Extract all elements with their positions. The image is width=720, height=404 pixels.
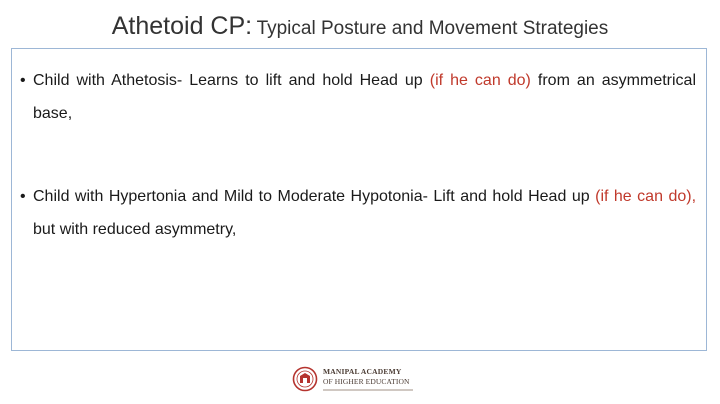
footer-logo xyxy=(292,366,413,392)
bullet-text: Child with Hypertonia and Mild to Moderate Hypotonia- Lift and hold Head up xyxy=(33,188,590,205)
logo-tagline-rule xyxy=(323,389,413,391)
bullet-text: Child with Athetosis- Learns to lift and hold Head up xyxy=(33,72,423,89)
content-box xyxy=(11,48,707,351)
bullet-item-hypertonia xyxy=(20,180,696,246)
bullet-highlight: (if he can do) xyxy=(429,72,531,89)
slide-title xyxy=(0,12,720,41)
title-main: Athetoid CP: xyxy=(111,12,253,40)
logo-line-1: MANIPAL ACADEMY xyxy=(323,367,402,376)
bullet-marker: • xyxy=(20,72,26,89)
bullet-item-athetosis xyxy=(20,64,696,130)
bullet-marker: • xyxy=(20,188,26,205)
logo-text xyxy=(323,367,413,391)
bullet-text-continued: but with reduced asymmetry, xyxy=(33,221,237,238)
logo-line-2: OF HIGHER EDUCATION xyxy=(323,377,410,386)
bullet-highlight: (if he can do), xyxy=(595,188,697,205)
bullet-text-continued: from an asymmetrical base, xyxy=(33,72,696,122)
manipal-emblem-icon xyxy=(292,366,318,392)
title-subtitle: Typical Posture and Movement Strategies xyxy=(256,18,609,39)
